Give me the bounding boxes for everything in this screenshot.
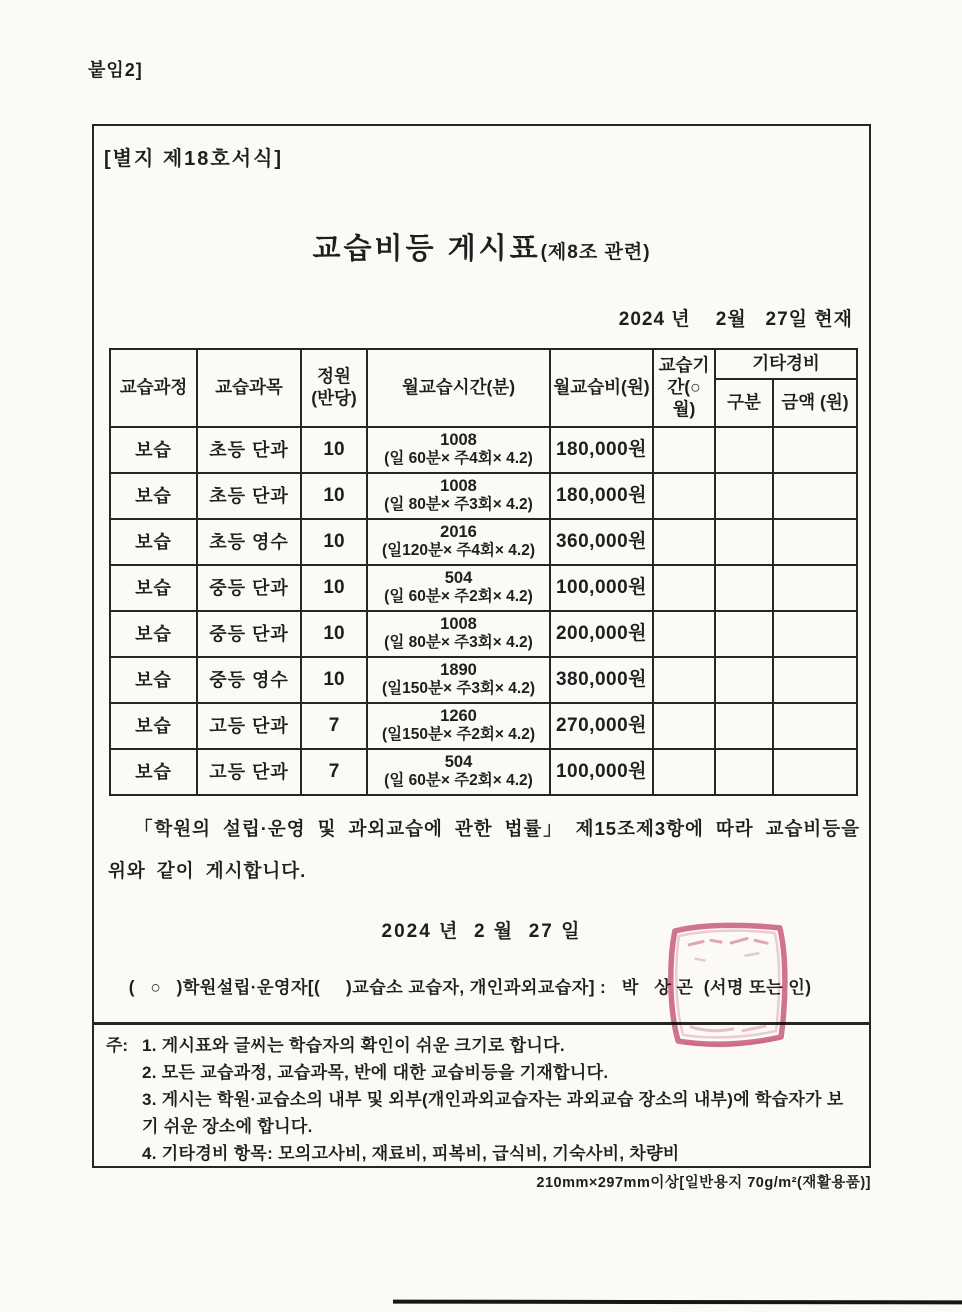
cell-etc-type <box>715 473 773 519</box>
cell-course: 보습 <box>110 749 197 795</box>
col-monthly-fee: 월교습비(원) <box>550 349 653 427</box>
cell-capacity: 10 <box>301 473 367 519</box>
tuition-fee-table <box>109 348 858 796</box>
cell-minutes-total: 504 <box>444 569 473 588</box>
cell-etc-amount <box>773 519 857 565</box>
cell-monthly-minutes <box>367 703 550 749</box>
cell-course: 보습 <box>110 565 197 611</box>
col-subject: 교습과목 <box>197 349 301 427</box>
table-row <box>110 749 857 795</box>
cell-minutes-formula: (일 80분× 주3회× 4.2) <box>384 634 533 652</box>
cell-subject: 중등 영수 <box>197 657 301 703</box>
cell-etc-amount <box>773 427 857 473</box>
paper-size-spec: 210mm×297mm이상[일반용지 70g/m²(재활용품)] <box>536 1175 871 1191</box>
table-row <box>110 519 857 565</box>
cell-course: 보습 <box>110 427 197 473</box>
cell-monthly-minutes <box>367 473 550 519</box>
cell-minutes-formula: (일 60분× 주2회× 4.2) <box>384 588 533 606</box>
note-item: 1. 게시표와 글씨는 학습자의 확인이 쉬운 크기로 합니다. <box>142 1036 565 1055</box>
cell-capacity: 7 <box>301 703 367 749</box>
cell-subject: 초등 영수 <box>197 519 301 565</box>
cell-capacity: 10 <box>301 565 367 611</box>
table-row <box>110 657 857 703</box>
cell-course: 보습 <box>110 519 197 565</box>
cell-monthly-minutes <box>367 749 550 795</box>
notes-section <box>106 1032 858 1167</box>
note-item: 2. 모든 교습과정, 교습과목, 반에 대한 교습비등을 기재합니다. <box>142 1063 609 1082</box>
table-row <box>110 473 857 519</box>
cell-capacity: 7 <box>301 749 367 795</box>
cell-period <box>653 519 715 565</box>
cell-minutes-formula: (일 60분× 주2회× 4.2) <box>384 772 533 790</box>
cell-etc-type <box>715 749 773 795</box>
col-period: 교습기간(○월) <box>653 349 715 427</box>
cell-etc-amount <box>773 703 857 749</box>
cell-minutes-total: 1890 <box>440 661 477 680</box>
signature-date: 2024 년 2 월 27 일 <box>381 921 582 942</box>
table-body <box>110 427 857 795</box>
signature-suffix: (서명 또는 인) <box>698 977 812 997</box>
form-title-main: 교습비등 게시표 <box>312 233 541 265</box>
col-capacity: 정원 (반당) <box>301 349 367 427</box>
cell-etc-type <box>715 427 773 473</box>
declaration-text: 「학원의 설립·운영 및 과외교습에 관한 법률」 제15조제3항에 따라 교습비등을 위와 같이 게시합니다. <box>108 818 860 881</box>
cell-capacity: 10 <box>301 657 367 703</box>
col-etc-amount: 금액 (원) <box>773 379 857 427</box>
cell-monthly-minutes <box>367 611 550 657</box>
cell-monthly-minutes <box>367 657 550 703</box>
cell-monthly-fee: 380,000원 <box>550 657 653 703</box>
cell-etc-amount <box>773 473 857 519</box>
table-row <box>110 427 857 473</box>
cell-monthly-fee: 200,000원 <box>550 611 653 657</box>
form-title <box>94 226 869 267</box>
cell-monthly-fee: 100,000원 <box>550 749 653 795</box>
cell-etc-type <box>715 519 773 565</box>
cell-etc-amount <box>773 611 857 657</box>
cell-course: 보습 <box>110 473 197 519</box>
cell-period <box>653 749 715 795</box>
cell-etc-type <box>715 611 773 657</box>
col-etc-type: 구분 <box>715 379 773 427</box>
col-course: 교습과정 <box>110 349 197 427</box>
cell-minutes-formula: (일150분× 주3회× 4.2) <box>382 680 535 698</box>
notes-label: 주: <box>106 1036 129 1055</box>
form-border-box <box>92 124 871 1168</box>
cell-period <box>653 427 715 473</box>
cell-minutes-formula: (일120분× 주4회× 4.2) <box>382 542 535 560</box>
cell-subject: 고등 단과 <box>197 749 301 795</box>
cell-course: 보습 <box>110 703 197 749</box>
cell-minutes-total: 1008 <box>440 431 477 450</box>
cell-monthly-fee: 100,000원 <box>550 565 653 611</box>
cell-capacity: 10 <box>301 519 367 565</box>
cell-minutes-formula: (일150분× 주2회× 4.2) <box>382 726 535 744</box>
cell-period <box>653 473 715 519</box>
cell-monthly-fee: 180,000원 <box>550 473 653 519</box>
signature-line-label: ( ○ )학원설립·운영자[( )교습소 교습자, 개인과외교습자] : <box>128 977 612 997</box>
cell-etc-type <box>715 703 773 749</box>
cell-subject: 중등 단과 <box>197 565 301 611</box>
cell-period <box>653 703 715 749</box>
signer-name: 박 상 곤 <box>611 977 699 997</box>
note-item: 3. 게시는 학원·교습소의 내부 및 외부(개인과외교습자는 과외교습 장소의 내부)에 학습자가 보기 쉬운 장소에 합니다. <box>142 1090 844 1136</box>
cell-minutes-total: 2016 <box>440 523 477 542</box>
cell-etc-type <box>715 657 773 703</box>
col-monthly-minutes: 월교습시간(분) <box>367 349 550 427</box>
cell-monthly-minutes <box>367 427 550 473</box>
cell-period <box>653 611 715 657</box>
cell-monthly-fee: 270,000원 <box>550 703 653 749</box>
table-row <box>110 703 857 749</box>
cell-subject: 초등 단과 <box>197 473 301 519</box>
cell-etc-amount <box>773 565 857 611</box>
cell-subject: 고등 단과 <box>197 703 301 749</box>
cell-monthly-minutes <box>367 519 550 565</box>
cell-course: 보습 <box>110 657 197 703</box>
cell-minutes-formula: (일 60분× 주4회× 4.2) <box>384 450 533 468</box>
cell-minutes-total: 1260 <box>440 707 477 726</box>
table-header <box>110 349 857 427</box>
cell-capacity: 10 <box>301 427 367 473</box>
form-title-suffix: (제8조 관련) <box>540 242 651 263</box>
cell-monthly-fee: 360,000원 <box>550 519 653 565</box>
cell-minutes-total: 1008 <box>440 615 477 634</box>
cell-capacity: 10 <box>301 611 367 657</box>
cell-etc-type <box>715 565 773 611</box>
cell-subject: 초등 단과 <box>197 427 301 473</box>
cell-etc-amount <box>773 657 857 703</box>
signature-line <box>108 952 868 1019</box>
cell-minutes-formula: (일 80분× 주3회× 4.2) <box>384 496 533 514</box>
cell-monthly-fee: 180,000원 <box>550 427 653 473</box>
attachment-label: 붙임2] <box>88 60 143 80</box>
cell-minutes-total: 504 <box>444 753 473 772</box>
col-etc-group: 기타경비 <box>715 349 857 379</box>
table-row <box>110 611 857 657</box>
scan-artifact-line <box>393 1300 962 1305</box>
table-row <box>110 565 857 611</box>
cell-monthly-minutes <box>367 565 550 611</box>
cell-period <box>653 657 715 703</box>
cell-subject: 중등 단과 <box>197 611 301 657</box>
section-divider <box>93 1022 870 1025</box>
form-code-label: [별지 제18호서식] <box>104 148 284 170</box>
note-item: 4. 기타경비 항목: 모의고사비, 재료비, 피복비, 급식비, 기숙사비, 차량비 <box>142 1144 680 1163</box>
as-of-date: 2024 년 2월 27일 현재 <box>618 309 853 330</box>
cell-period <box>653 565 715 611</box>
cell-minutes-total: 1008 <box>440 477 477 496</box>
cell-course: 보습 <box>110 611 197 657</box>
notes-items <box>142 1032 858 1167</box>
cell-etc-amount <box>773 749 857 795</box>
